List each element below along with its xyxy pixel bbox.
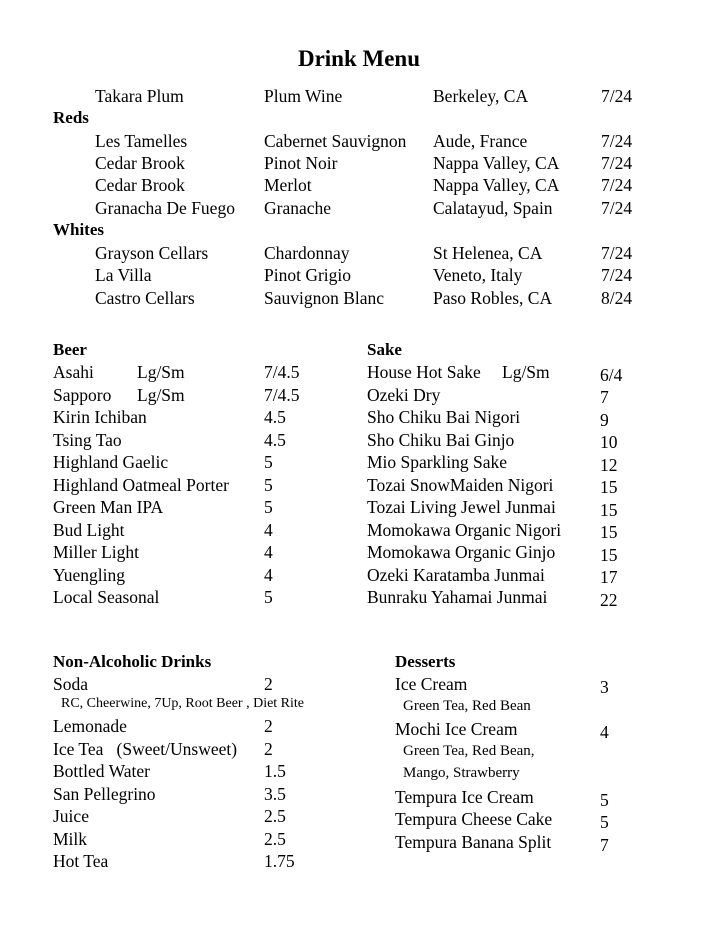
mochi-flavors-note: Mango, Strawberry [403, 765, 520, 781]
dessert-name: Tempura Banana Split [395, 832, 552, 852]
wine-origin: Calatayud, Spain [433, 198, 553, 218]
drink-name: Bottled Water [53, 761, 150, 781]
wine-variety: Merlot [264, 175, 312, 195]
sake-name: Momokawa Organic Nigori [367, 520, 562, 540]
drink-price: 1.75 [264, 851, 295, 871]
sake-name: Sho Chiku Bai Nigori [367, 407, 521, 427]
sake-price: 22 [600, 590, 618, 610]
beer-header: Beer [53, 340, 87, 359]
beer-name: Asahi [53, 362, 94, 382]
sake-name: Sho Chiku Bai Ginjo [367, 430, 515, 450]
drink-name: Ice Tea (Sweet/Unsweet) [53, 739, 238, 759]
beer-name: Green Man IPA [53, 497, 164, 517]
page-title: Drink Menu [297, 46, 421, 71]
wine-variety: Pinot Noir [264, 153, 338, 173]
sake-name: Bunraku Yahamai Junmai [367, 587, 548, 607]
wine-variety: Cabernet Sauvignon [264, 131, 407, 151]
beer-size: Lg/Sm [137, 385, 185, 405]
beer-name: Highland Gaelic [53, 452, 169, 472]
sake-name: Ozeki Karatamba Junmai [367, 565, 545, 585]
desserts-header: Desserts [395, 652, 456, 671]
wine-variety: Plum Wine [264, 86, 343, 106]
wine-origin: Paso Robles, CA [433, 288, 553, 308]
sake-price: 15 [600, 477, 618, 497]
beer-name: Yuengling [53, 565, 125, 585]
wine-name: Takara Plum [95, 86, 184, 106]
wine-variety: Pinot Grigio [264, 265, 352, 285]
dessert-price: 4 [600, 722, 609, 742]
non-alcoholic-header: Non-Alcoholic Drinks [53, 652, 212, 671]
wine-origin: Aude, France [433, 131, 528, 151]
drink-name: Juice [53, 806, 89, 826]
sake-price: 10 [600, 432, 618, 452]
beer-name: Tsing Tao [53, 430, 122, 450]
drink-price: 2.5 [264, 829, 286, 849]
ice-cream-flavors-note: Green Tea, Red Bean [403, 698, 531, 714]
beer-price: 5 [264, 452, 273, 472]
reds-header: Reds [53, 108, 89, 127]
beer-price: 7/4.5 [264, 385, 300, 405]
drink-price: 2 [264, 739, 273, 759]
sake-name: Tozai Living Jewel Junmai [367, 497, 556, 517]
dessert-price: 3 [600, 677, 609, 697]
beer-price: 4.5 [264, 430, 286, 450]
drink-price: 1.5 [264, 761, 286, 781]
wine-name: La Villa [95, 265, 152, 285]
beer-name: Kirin Ichiban [53, 407, 147, 427]
dessert-price: 5 [600, 790, 609, 810]
sake-name: Tozai SnowMaiden Nigori [367, 475, 554, 495]
beer-price: 4.5 [264, 407, 286, 427]
sake-header: Sake [367, 340, 402, 359]
wine-name: Granacha De Fuego [95, 198, 235, 218]
beer-name: Bud Light [53, 520, 125, 540]
beer-name: Local Seasonal [53, 587, 160, 607]
wine-price: 7/24 [601, 131, 633, 151]
beer-name: Highland Oatmeal Porter [53, 475, 229, 495]
wine-price: 8/24 [601, 288, 633, 308]
sake-name: House Hot Sake [367, 362, 481, 382]
sake-price: 15 [600, 545, 618, 565]
dessert-price: 5 [600, 812, 609, 832]
wine-price: 7/24 [601, 198, 633, 218]
wine-origin: Nappa Valley, CA [433, 153, 560, 173]
drink-name: San Pellegrino [53, 784, 156, 804]
wine-variety: Chardonnay [264, 243, 350, 263]
beer-price: 4 [264, 520, 273, 540]
wine-price: 7/24 [601, 175, 633, 195]
dessert-name: Tempura Cheese Cake [395, 809, 553, 829]
whites-header: Whites [53, 220, 104, 239]
wine-name: Les Tamelles [95, 131, 188, 151]
wine-origin: Nappa Valley, CA [433, 175, 560, 195]
beer-price: 4 [264, 565, 273, 585]
wine-name: Castro Cellars [95, 288, 195, 308]
sake-price: 9 [600, 410, 609, 430]
wine-origin: St Helenea, CA [433, 243, 543, 263]
sake-price: 15 [600, 500, 618, 520]
drink-price: 2 [264, 674, 273, 694]
beer-price: 5 [264, 475, 273, 495]
drink-price: 3.5 [264, 784, 286, 804]
wine-name: Cedar Brook [95, 175, 185, 195]
drink-price: 2 [264, 716, 273, 736]
drink-name: Lemonade [53, 716, 127, 736]
dessert-price: 7 [600, 835, 609, 855]
drink-name: Soda [53, 674, 88, 694]
beer-price: 5 [264, 497, 273, 517]
beer-price: 5 [264, 587, 273, 607]
beer-price: 4 [264, 542, 273, 562]
sake-name: Momokawa Organic Ginjo [367, 542, 556, 562]
wine-variety: Granache [264, 198, 332, 218]
wine-origin: Berkeley, CA [433, 86, 529, 106]
sake-size: Lg/Sm [502, 362, 550, 382]
drink-price: 2.5 [264, 806, 286, 826]
wine-price: 7/24 [601, 243, 633, 263]
sake-price: 6/4 [600, 365, 623, 385]
sake-price: 17 [600, 567, 618, 587]
wine-price: 7/24 [601, 265, 633, 285]
sake-price: 12 [600, 455, 618, 475]
mochi-flavors-note: Green Tea, Red Bean, [403, 743, 535, 759]
wine-origin: Veneto, Italy [433, 265, 523, 285]
sake-name: Mio Sparkling Sake [367, 452, 507, 472]
wine-name: Cedar Brook [95, 153, 185, 173]
dessert-name: Tempura Ice Cream [395, 787, 534, 807]
beer-size: Lg/Sm [137, 362, 185, 382]
drink-name: Hot Tea [53, 851, 109, 871]
beer-name: Sapporo [53, 385, 112, 405]
soda-options-note: RC, Cheerwine, 7Up, Root Beer , Diet Rite [61, 696, 305, 711]
sake-price: 7 [600, 387, 609, 407]
dessert-name: Mochi Ice Cream [395, 719, 518, 739]
beer-name: Miller Light [53, 542, 140, 562]
drink-name: Milk [53, 829, 88, 849]
sake-name: Ozeki Dry [367, 385, 441, 405]
dessert-name: Ice Cream [395, 674, 468, 694]
beer-price: 7/4.5 [264, 362, 300, 382]
wine-price: 7/24 [601, 86, 633, 106]
wine-variety: Sauvignon Blanc [264, 288, 385, 308]
sake-price: 15 [600, 522, 618, 542]
wine-name: Grayson Cellars [95, 243, 209, 263]
wine-price: 7/24 [601, 153, 633, 173]
